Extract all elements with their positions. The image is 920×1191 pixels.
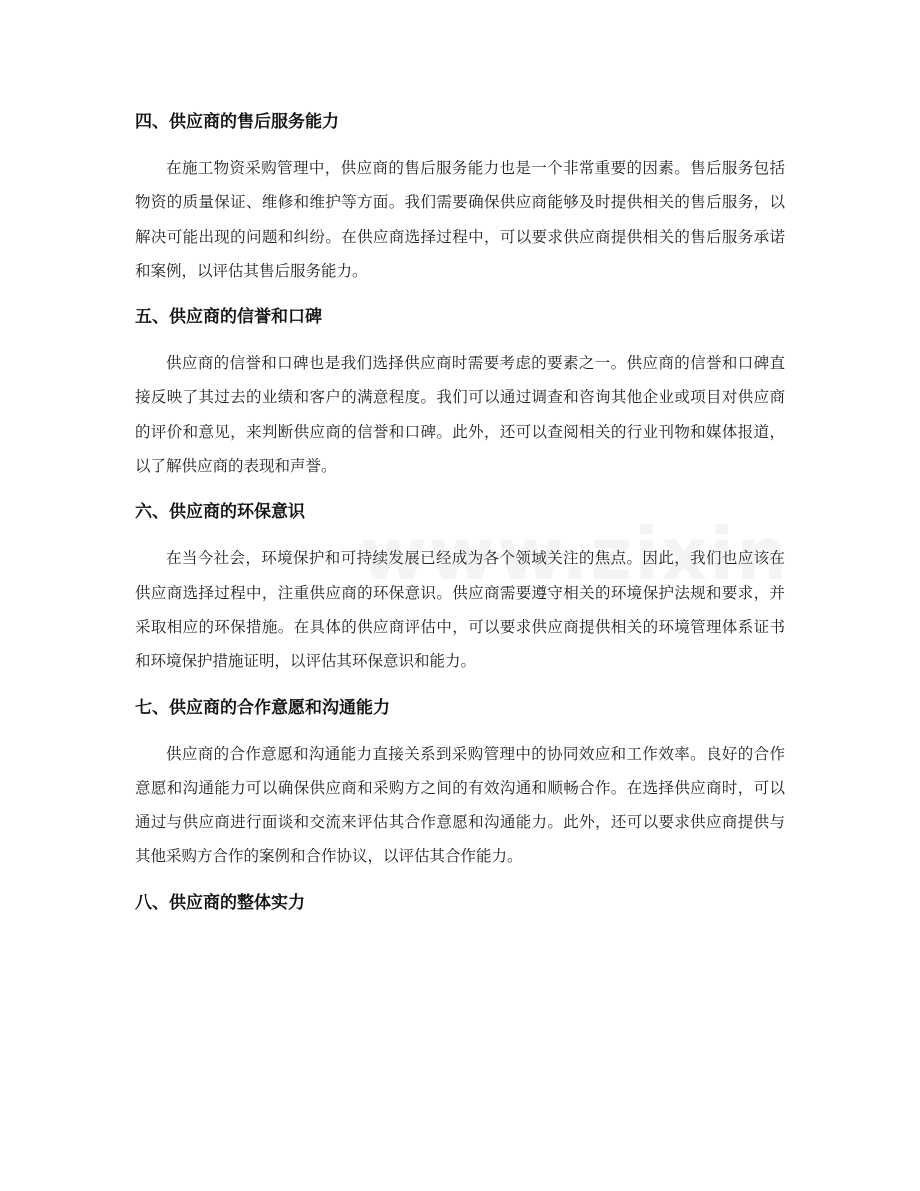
section-heading: 六、供应商的环保意识 — [135, 502, 305, 523]
section-environmental — [135, 497, 785, 678]
section-reputation — [135, 302, 785, 483]
section-paragraph: 在当今社会，环境保护和可持续发展已经成为各个领域关注的焦点。因此，我们也应该在供应商选择过程中，注重供应商的环保意识。供应商需要遵守相关的环境保护法规和要求，并采取相应的环保措施。在具体的供应商评估中，可以要求供应商提供相关的环境管理体系证书和环境保护措施证明，以评估其环保意识和能力。 — [135, 549, 785, 671]
section-overall-strength — [135, 888, 785, 918]
section-paragraph: 在施工物资采购管理中，供应商的售后服务能力也是一个非常重要的因素。售后服务包括物资的质量保证、维修和维护等方面。我们需要确保供应商能够及时提供相关的售后服务，以解决可能出现的问题和纠纷。在供应商选择过程中，可以要求供应商提供相关的售后服务承诺和案例，以评估其售后服务能力。 — [135, 159, 785, 280]
section-after-sales — [135, 107, 785, 288]
section-cooperation — [135, 693, 785, 874]
section-heading: 八、供应商的整体实力 — [135, 892, 305, 913]
document-content — [135, 107, 785, 932]
section-heading: 四、供应商的售后服务能力 — [135, 112, 339, 132]
section-heading: 七、供应商的合作意愿和沟通能力 — [135, 697, 390, 718]
section-heading: 五、供应商的信誉和口碑 — [135, 307, 322, 328]
section-paragraph: 供应商的信誉和口碑也是我们选择供应商时需要考虑的要素之一。供应商的信誉和口碑直接反映了其过去的业绩和客户的满意程度。我们可以通过调查和咨询其他企业或项目对供应商的评价和意见，来判断供应商的信誉和口碑。此外，还可以查阅相关的行业刊物和媒体报道，以了解供应商的表现和声誉。 — [135, 354, 785, 476]
section-paragraph: 供应商的合作意愿和沟通能力直接关系到采购管理中的协同效应和工作效率。良好的合作意愿和沟通能力可以确保供应商和采购方之间的有效沟通和顺畅合作。在选择供应商时，可以通过与供应商进行面谈和交流来评估其合作意愿和沟通能力。此外，还可以要求供应商提供与其他采购方合作的案例和合作协议，以评估其合作能力。 — [135, 744, 785, 866]
